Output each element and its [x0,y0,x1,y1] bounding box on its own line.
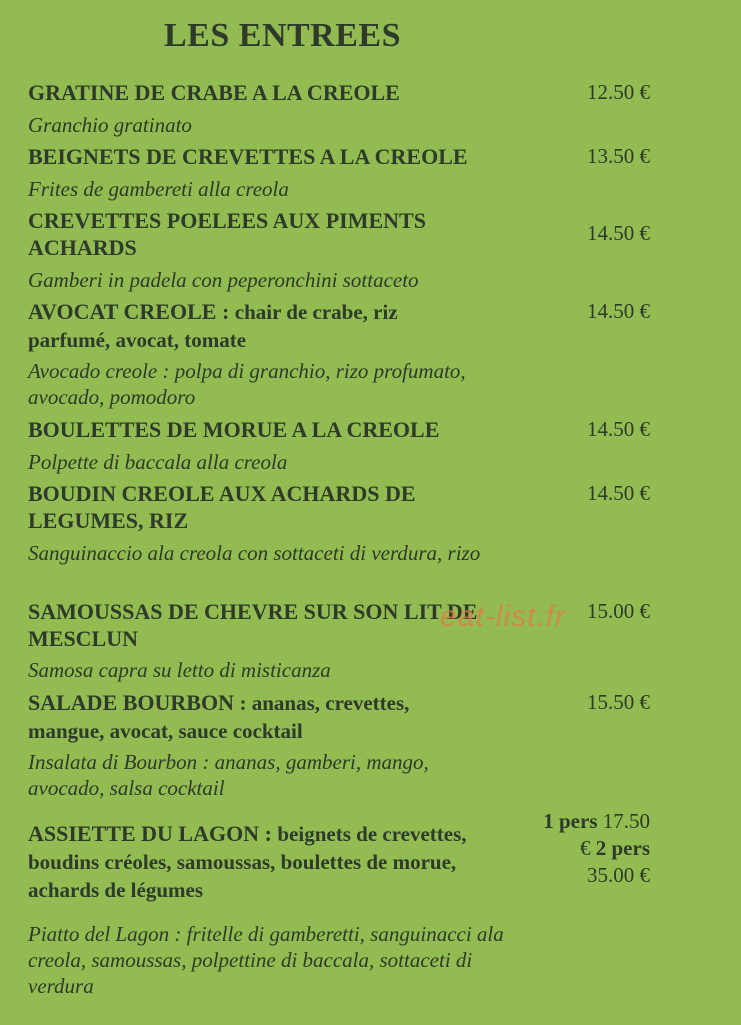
price-option-1: 17.50 € [580,809,650,860]
dish-name-text: CREVETTES POELEES AUX PIMENTS ACHARDS [28,208,426,260]
dish-name [28,207,498,261]
dish-name-text: SALADE BOURBON [28,690,234,715]
dish-description: : ananas, crevettes, mangue, avocat, sauce cocktail [28,691,410,743]
dish-description: beignets de crevettes, boudins créoles, samoussas, boulettes de morue, achards de légumes [28,822,467,902]
dish-name-text: ASSIETTE DU LAGON : [28,821,272,846]
dish-translation: Polpette di baccala alla creola [28,450,288,474]
dish-translation: Frites de gambereti alla creola [28,177,289,201]
dish-translation: Avocado creole : polpa di granchio, rizo profumato, avocado, pomodoro [28,359,466,409]
dish-translation: Sanguinaccio ala creola con sottaceti di verdura, rizo [28,541,481,565]
dish-price: 15.50 € [587,690,650,714]
dish-price: 12.50 € [587,80,650,104]
dish-name [28,143,538,170]
dish-name [28,480,488,534]
dish-price-options [540,808,650,889]
dish-translation: Samosa capra su letto di misticanza [28,658,331,682]
price-option-2-label: 2 pers [595,836,650,860]
dish-price: 13.50 € [587,144,650,168]
dish-name-text: BOUDIN CREOLE AUX ACHARDS DE LEGUMES, RIZ [28,481,416,533]
dish-name-text: GRATINE DE CRABE A LA CREOLE [28,80,400,105]
dish-translation: Piatto del Lagon : fritelle di gamberetti, sanguinacci ala creola, samoussas, polpettine di baccala, sottaceti di verdura [28,922,504,998]
dish-translation: Gamberi in padela con peperonchini sottaceto [28,268,419,292]
dish-name [28,79,538,106]
price-option-1-label: 1 pers [543,809,598,833]
dish-price: 14.50 € [587,481,650,505]
price-option-2: 35.00 € [587,863,650,887]
dish-translation: Granchio gratinato [28,113,192,137]
dish-name-text: BOULETTES DE MORUE A LA CREOLE [28,417,440,442]
dish-name-text: SAMOUSSAS DE CHEVRE SUR SON LIT DE MESCLUN [28,599,478,651]
dish-name [28,689,478,745]
dish-name [28,416,538,443]
dish-name [28,820,528,904]
dish-translation: Insalata di Bourbon : ananas, gamberi, mango, avocado, salsa cocktail [28,750,429,800]
dish-price: 14.50 € [587,299,650,323]
dish-price: 15.00 € [587,599,650,623]
dish-name [28,298,478,354]
dish-name-text: BEIGNETS DE CREVETTES A LA CREOLE [28,144,468,169]
menu-title: LES ENTREES [164,17,401,54]
dish-name-text: AVOCAT CREOLE : [28,299,230,324]
dish-price: 14.50 € [587,221,650,245]
dish-description: chair de crabe, riz parfumé, avocat, tomate [28,300,398,352]
dish-price: 14.50 € [587,417,650,441]
watermark: eat-list.fr [440,600,567,633]
